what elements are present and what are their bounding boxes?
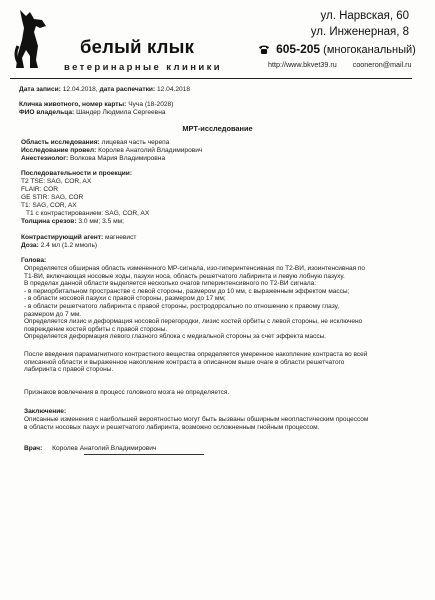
sequence-item: T2 TSE: SAG, COR, AX	[21, 178, 92, 185]
doctor-row	[24, 445, 156, 453]
date-label: Дата записи:	[19, 86, 61, 93]
email-link[interactable]: cooneron@mail.ru	[352, 60, 412, 69]
doctor-label: Врач:	[24, 445, 43, 452]
anesthesiologist-value: Волкова Мария Владимировна	[70, 155, 166, 162]
anesthesiologist-label: Анестезиолог:	[21, 155, 69, 162]
findings-line: повреждение костей орбиты с правой стороны.	[24, 325, 168, 333]
phone-number: 605-205	[276, 42, 321, 56]
contact-row	[268, 60, 412, 69]
phone-row	[258, 42, 416, 56]
area-row	[21, 139, 169, 147]
contrast-agent-label: Контрастирующий агент:	[21, 234, 104, 241]
findings-line: - в области носовой пазухи с правой стороны, размером до 17 мм;	[24, 295, 226, 303]
findings-line: После введения парамагнитного контрастного вещества определяется умеренное накопление контраста во всей	[24, 351, 368, 358]
dose-row	[21, 242, 97, 250]
phone-note: (многоканальный)	[323, 44, 416, 56]
area-label: Область исследования:	[21, 139, 100, 146]
findings-line: Определяется деформация левого глазного яблока с медиальной стороны за счет эффекта массы.	[24, 333, 327, 341]
performed-value: Королев Анатолий Владимирович	[98, 147, 203, 154]
conclusion-line: Описанные изменения с наибольшей вероятностью могут быть вызваны обширным неопластическим процессом	[24, 416, 369, 423]
contrast-findings	[24, 351, 400, 374]
sequence-item: T1: SAG, COR, AX	[21, 202, 77, 209]
findings-line: Признаков вовлечения в процесс головного мозга не определяется.	[24, 389, 230, 396]
head-heading: Голова:	[21, 257, 47, 264]
anesthesiologist-row	[21, 155, 165, 163]
sequence-item: GE STIR: SAG, COR	[21, 194, 84, 201]
sequences-heading: Последовательности и проекции:	[21, 170, 133, 177]
animal-label: Кличка животного, номер карты:	[19, 101, 127, 108]
performed-row	[21, 147, 202, 155]
findings-line: Определяется обширная область измененного МР-сигнала, изо-гиперинтенсивная по Т2-ВИ, изоинтенсивная по	[24, 265, 366, 272]
animal-row	[19, 101, 173, 109]
findings-line: Т1-ВИ, включающая носовые ходы, пазухи носа, область решетчатого лабиринта и левую лобную пазуху.	[24, 272, 345, 280]
conclusion-text	[24, 416, 400, 431]
owner-value: Шандер Людмила Сергеевна	[76, 109, 166, 116]
findings-line: - в периорбитальном пространстве с левой стороны, размером до 10 мм, с выраженным эффектом массы;	[24, 287, 350, 295]
sequence-item: FLAIR: COR	[21, 186, 59, 193]
brand-subtitle: ветеринарные клиники	[64, 62, 222, 73]
owner-row	[19, 109, 166, 117]
website-link[interactable]: http://www.bkvet39.ru	[268, 60, 337, 69]
findings-line: Определяется лизис и деформация носовой перегородки, лизис костей орбиты с левой стороны, не исключено	[24, 318, 363, 326]
date-value: 12.04.2018,	[62, 86, 98, 93]
thickness-label: Толщина срезов:	[21, 218, 77, 225]
contrast-agent-value: магневист	[104, 234, 137, 241]
dose-label: Доза:	[21, 242, 39, 249]
sequence-item: T1 с контрастированием: SAG, COR, AX	[26, 210, 150, 217]
brain-findings	[24, 389, 400, 397]
performed-label: Исследование провел:	[21, 147, 97, 154]
address-line-2: ул. Инженерная, 8	[310, 26, 409, 38]
animal-value: Чуча (18-2028)	[128, 101, 174, 108]
findings-line: В пределах данной области выделяется несколько очагов гиперинтенсивного по Т2-ВИ сигнала:	[24, 280, 317, 288]
print-date-value: 12.04.2018	[156, 86, 190, 93]
signature-line	[84, 454, 204, 455]
thickness-value: 3.0 мм; 3.5 мм;	[78, 218, 124, 225]
record-dates	[19, 86, 190, 94]
head-findings	[24, 265, 400, 341]
findings-line: лабиринта с правой стороны.	[24, 366, 114, 374]
owner-label: ФИО владельца:	[19, 109, 75, 116]
findings-line: размером до 7 мм.	[24, 310, 82, 318]
contrast-agent-row	[21, 234, 136, 242]
report-title: МРТ-исследование	[182, 124, 253, 133]
brand-name: белый клык	[80, 36, 195, 57]
address-line-1: ул. Нарвская, 60	[320, 10, 409, 22]
conclusion-line: в области носовых пазух и решетчатого лабиринта, возможно осложненным гнойным процессом.	[24, 423, 320, 431]
area-value: лицевая часть черепа	[101, 139, 170, 146]
print-date-label: дата распечатки:	[99, 86, 156, 93]
findings-line: - в области решетчатого лабиринта с правой стороны, ростродорсально по отношению к правому глазу,	[24, 302, 340, 310]
findings-line: описанной области и выраженное накопление контраста в описанном выше очаге в области решетчатого	[24, 358, 345, 366]
conclusion-heading: Заключение:	[24, 408, 67, 415]
phone-icon	[258, 44, 270, 55]
dose-value: 2.4 мл (1.2 ммоль)	[40, 242, 98, 249]
header-divider	[10, 78, 412, 79]
doctor-name: Королев Анатолий Владимирович	[52, 445, 157, 452]
thickness-row	[21, 218, 124, 226]
